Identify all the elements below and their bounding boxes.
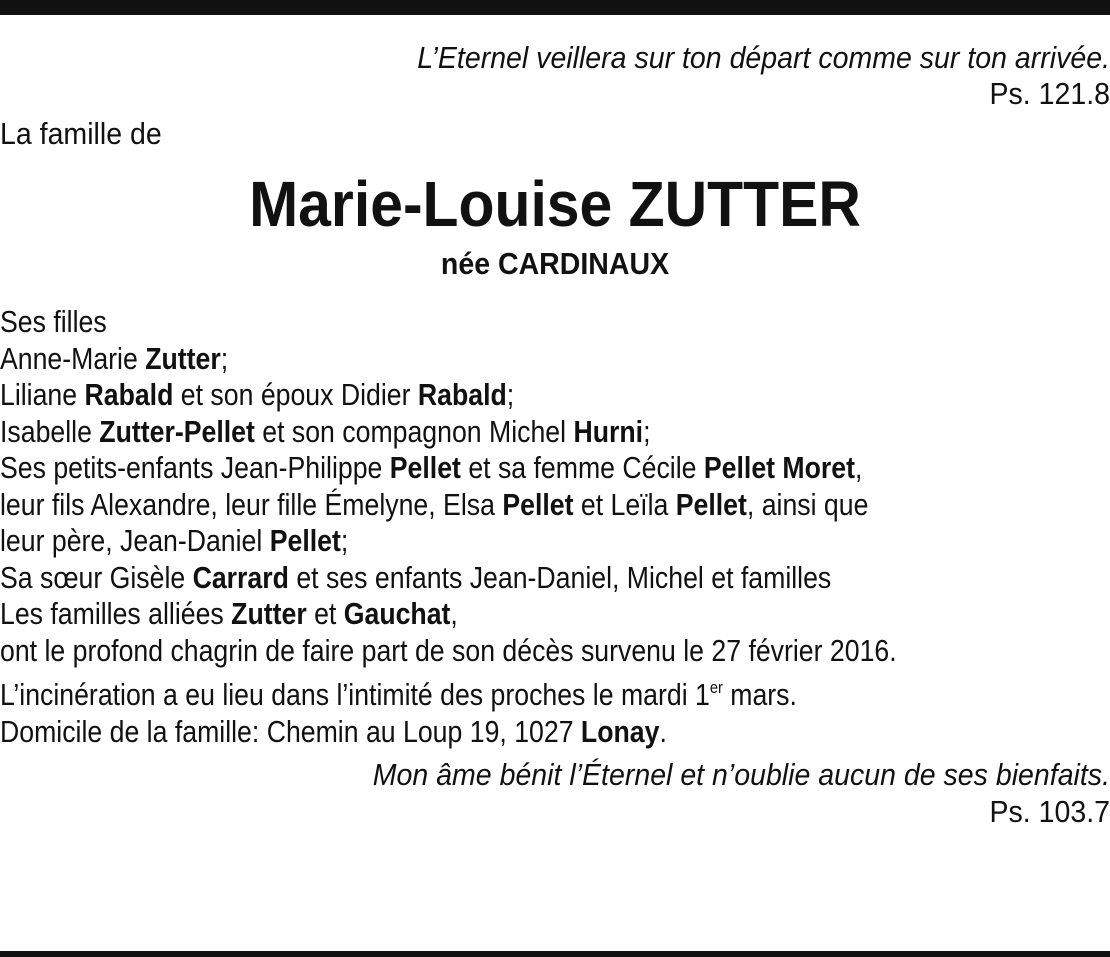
family-line: Ses petits-enfants Jean-Philippe Pellet et sa femme Cécile Pellet Moret, (0, 450, 863, 485)
surname: Zutter (231, 596, 307, 631)
family-line: Les familles alliées Zutter et Gauchat, (0, 596, 458, 631)
intro-text: La famille de (0, 116, 162, 151)
top-border (0, 0, 1110, 15)
cremation-line: L’incinération a eu lieu dans l’intimité des proches le mardi 1er mars. (0, 677, 797, 712)
surname: Pellet Moret (703, 450, 856, 485)
surname: Rabald (84, 377, 174, 412)
family-line: Liliane Rabald et son époux Didier Rabald; (0, 377, 515, 412)
surname: Pellet (269, 523, 341, 558)
ordinal-suffix: er (709, 678, 723, 697)
closing-verse-reference: Ps. 103.7 (989, 794, 1110, 829)
surname: Hurni (573, 413, 644, 449)
surname: Gauchat (343, 596, 451, 631)
family-line: leur fils Alexandre, leur fille Émelyne, Elsa Pellet et Leïla Pellet, ainsi que (0, 486, 869, 522)
obituary-notice (0, 40, 1110, 945)
surname: Pellet (389, 450, 461, 485)
family-list (0, 304, 1110, 750)
family-line: Sa sœur Gisèle Carrard et ses enfants Jean-Daniel, Michel et familles (0, 559, 832, 595)
header-verse: L’Eternel veillera sur ton départ comme sur ton arrivée. (417, 40, 1110, 75)
header-verse-reference: Ps. 121.8 (989, 76, 1110, 111)
address-line: Domicile de la famille: Chemin au Loup 19, 1027 Lonay. (0, 713, 667, 749)
family-line: Anne-Marie Zutter; (0, 340, 229, 376)
announcement-line: ont le profond chagrin de faire part de son décès survenu le 27 février 2016. (0, 632, 897, 668)
surname: Pellet (675, 486, 747, 522)
spacer (0, 669, 1110, 677)
surname: Zutter (145, 340, 221, 376)
deceased-name: Marie-Louise ZUTTER (249, 168, 861, 240)
bottom-border (0, 951, 1110, 957)
town-name: Lonay (580, 713, 660, 749)
surname: Zutter-Pellet (99, 413, 255, 449)
surname: Carrard (192, 559, 289, 595)
family-line: leur père, Jean-Daniel Pellet; (0, 523, 349, 558)
closing-verse: Mon âme bénit l’Éternel et n’oublie aucun de ses bienfaits. (372, 757, 1110, 792)
family-line: Isabelle Zutter-Pellet et son compagnon Michel Hurni; (0, 413, 651, 449)
surname: Rabald (417, 377, 507, 412)
maiden-name: née CARDINAUX (440, 246, 670, 281)
family-line: Ses filles (0, 304, 107, 339)
surname: Pellet (502, 486, 574, 522)
